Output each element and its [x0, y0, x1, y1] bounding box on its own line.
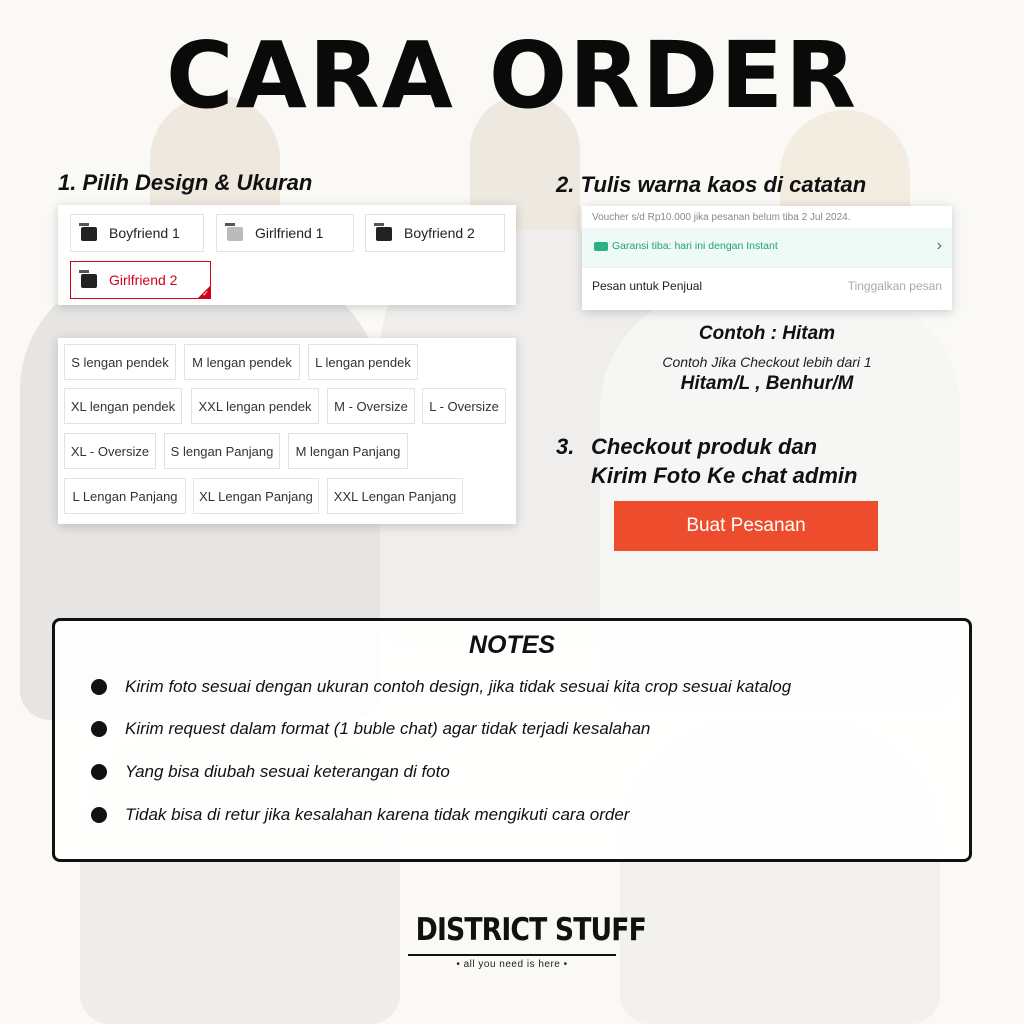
note-item: Tidak bisa di retur jika kesalahan karena tidak mengikuti cara order	[91, 803, 629, 827]
size-option[interactable]: L lengan pendek	[308, 344, 418, 380]
checkout-note-panel	[582, 206, 952, 310]
size-option[interactable]: L Lengan Panjang	[64, 478, 186, 514]
shirt-thumbnail-icon	[79, 270, 101, 290]
notes-title: NOTES	[468, 631, 556, 659]
step1-heading: 1. Pilih Design & Ukuran	[58, 170, 313, 195]
shirt-thumbnail-icon	[374, 223, 396, 243]
note-item: Kirim foto sesuai dengan ukuran contoh design, jika tidak sesuai kita crop sesuai katalog	[91, 675, 791, 699]
size-option[interactable]: M - Oversize	[327, 388, 415, 424]
design-label: Girlfriend 1	[255, 225, 324, 241]
bullet-icon	[91, 721, 107, 737]
size-option[interactable]: XL Lengan Panjang	[193, 478, 319, 514]
shirt-thumbnail-icon	[225, 223, 247, 243]
bullet-icon	[91, 679, 107, 695]
brand-name: DISTRICT STUFF	[415, 912, 647, 948]
bullet-icon	[91, 764, 107, 780]
design-option[interactable]	[216, 214, 354, 252]
contoh-multi-value: Hitam/L , Benhur/M	[680, 373, 854, 394]
logo-divider	[408, 954, 616, 956]
buat-pesanan-button[interactable]: Buat Pesanan	[614, 501, 878, 551]
garansi-row[interactable]	[582, 228, 952, 268]
design-label: Girlfriend 2	[109, 272, 178, 288]
brand-logo	[400, 912, 647, 970]
design-option-selected[interactable]: Girlfriend 2 ✓	[70, 261, 211, 299]
page-title: CARA ORDER	[166, 22, 858, 129]
garansi-text: Garansi tiba: hari ini dengan Instant	[612, 240, 778, 252]
design-label: Boyfriend 2	[404, 225, 475, 241]
size-option[interactable]: M lengan Panjang	[288, 433, 408, 469]
size-option[interactable]: M lengan pendek	[184, 344, 300, 380]
step3-line1: Checkout produk dan	[591, 434, 818, 459]
design-variant-panel	[58, 205, 516, 305]
size-option[interactable]: XL - Oversize	[64, 433, 156, 469]
step3-number: 3.	[556, 434, 575, 459]
notes-box	[52, 618, 972, 862]
shirt-thumbnail-icon	[79, 223, 101, 243]
design-option[interactable]	[365, 214, 505, 252]
size-option[interactable]: XL lengan pendek	[64, 388, 182, 424]
size-option[interactable]: XXL lengan pendek	[191, 388, 319, 424]
size-option-panel	[58, 338, 516, 524]
pesan-input[interactable]: Tinggalkan pesan	[847, 279, 942, 293]
size-option[interactable]: XXL Lengan Panjang	[327, 478, 463, 514]
design-option[interactable]	[70, 214, 204, 252]
bullet-icon	[91, 807, 107, 823]
contoh-example: Contoh : Hitam	[698, 323, 836, 344]
voucher-text: Voucher s/d Rp10.000 jika pesanan belum tiba 2 Jul 2024.	[592, 212, 851, 223]
step2-heading: 2. Tulis warna kaos di catatan	[556, 172, 867, 197]
brand-tagline: • all you need is here •	[456, 958, 568, 970]
size-option[interactable]: L - Oversize	[422, 388, 506, 424]
contoh-multi-caption: Contoh Jika Checkout lebih dari 1	[662, 354, 872, 370]
size-option[interactable]: S lengan pendek	[64, 344, 176, 380]
pesan-label: Pesan untuk Penjual	[592, 279, 703, 293]
note-item: Kirim request dalam format (1 buble chat) agar tidak terjadi kesalahan	[91, 717, 650, 741]
size-option[interactable]: S lengan Panjang	[164, 433, 280, 469]
note-item: Yang bisa diubah sesuai keterangan di foto	[91, 760, 450, 784]
truck-icon	[594, 242, 608, 251]
step3-line2: Kirim Foto Ke chat admin	[591, 463, 858, 488]
chevron-right-icon: ›	[936, 237, 942, 254]
design-label: Boyfriend 1	[109, 225, 180, 241]
